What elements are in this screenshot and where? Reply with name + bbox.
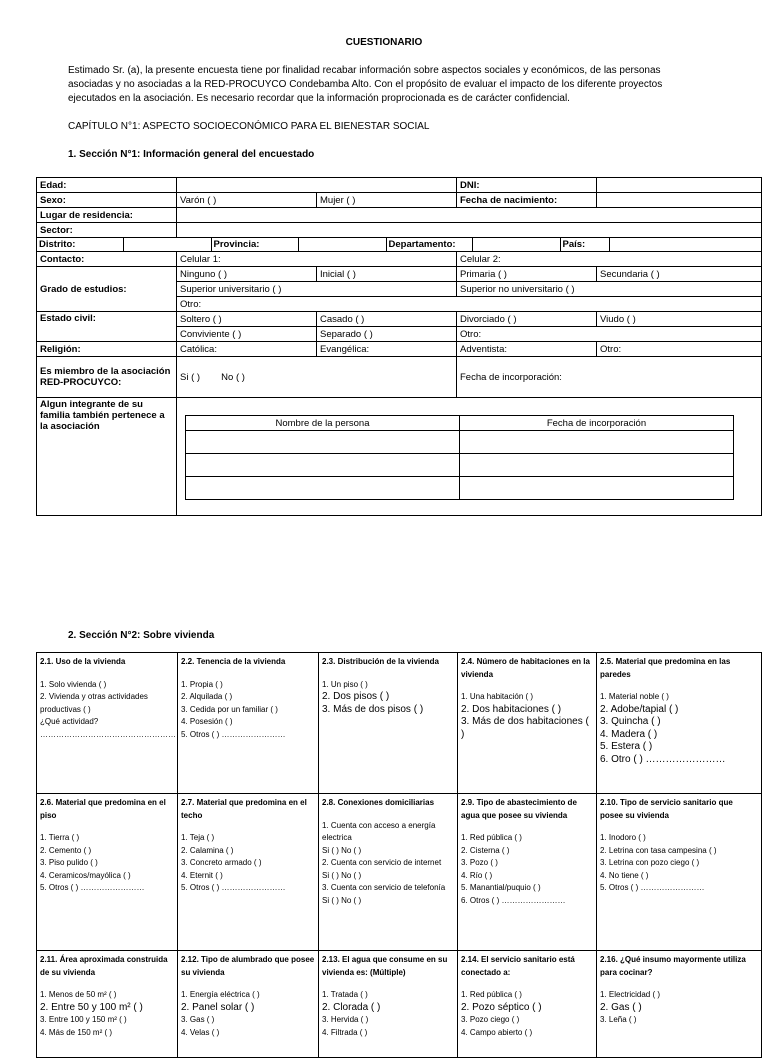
- answer-option[interactable]: 4. Madera ( ): [600, 728, 658, 740]
- family-row: [186, 454, 734, 477]
- row-civil-1: [37, 312, 762, 327]
- label-religion: Religión:: [37, 342, 177, 357]
- row-sexo: [37, 193, 762, 208]
- question-heading: 2.16. ¿Qué insumo mayormente utiliza para cocinar?: [600, 955, 746, 977]
- label-distrito: Distrito:: [37, 238, 123, 251]
- answer-option[interactable]: 1. Tierra ( ): [40, 833, 80, 842]
- answer-option[interactable]: 3. Letrina con pozo ciego ( ): [600, 858, 700, 867]
- answer-option[interactable]: 3. Cuenta con servicio de telefonía: [322, 883, 446, 892]
- option-evangelica[interactable]: Evangélica:: [317, 342, 457, 357]
- field-celular-2[interactable]: Celular 2:: [457, 252, 762, 267]
- answer-option[interactable]: 2. Panel solar ( ): [181, 1001, 255, 1013]
- label-dni: DNI:: [457, 178, 597, 193]
- question-heading: 2.3. Distribución de la vivienda: [322, 657, 439, 666]
- answer-option[interactable]: 2. Gas ( ): [600, 1001, 642, 1013]
- answer-option[interactable]: 2. Vivienda y otras actividades productivas ( ): [40, 692, 148, 714]
- answer-option[interactable]: 2. Dos habitaciones ( ): [461, 703, 562, 715]
- option-superior-universitario[interactable]: Superior universitario ( ): [177, 282, 457, 297]
- option-varon[interactable]: Varón ( ): [177, 193, 317, 208]
- field-civil-otro[interactable]: Otro:: [457, 327, 762, 342]
- option-divorciado[interactable]: Divorciado ( ): [457, 312, 597, 327]
- question-heading: 2.9. Tipo de abastecimiento de agua que posee su vivienda: [461, 798, 577, 820]
- question-cell: [458, 794, 597, 951]
- field-distrito[interactable]: [123, 238, 211, 251]
- family-fecha-3[interactable]: [460, 477, 734, 500]
- field-fecha-incorporacion[interactable]: Fecha de incorporación:: [457, 357, 762, 398]
- answer-option[interactable]: 1. Menos de 50 m² ( ): [40, 990, 117, 999]
- answer-option[interactable]: 2. Cemento ( ): [40, 845, 92, 855]
- option-adventista[interactable]: Adventista:: [457, 342, 597, 357]
- answer-option[interactable]: 2. Dos pisos ( ): [322, 691, 390, 702]
- section-1-wrap: [68, 149, 314, 160]
- label-lugar: Lugar de residencia:: [37, 208, 177, 223]
- answer-option[interactable]: 2. Entre 50 y 100 m² ( ): [40, 1001, 143, 1013]
- vivienda-row: [37, 653, 762, 794]
- answer-option[interactable]: 1. Cuenta con acceso a energía electrica: [322, 820, 436, 842]
- label-miembro: Es miembro de la asociación RED-PROCUYCO:: [37, 357, 177, 398]
- vivienda-table: [36, 652, 762, 1058]
- field-pais[interactable]: [609, 238, 762, 251]
- family-nombre-2[interactable]: [186, 454, 460, 477]
- option-inicial[interactable]: Inicial ( ): [317, 267, 457, 282]
- answer-option[interactable]: 3. Cedida por un familiar ( ): [181, 704, 278, 714]
- field-religion-otro[interactable]: Otro:: [597, 342, 762, 357]
- answer-option[interactable]: 1. Solo vivienda ( ): [40, 679, 107, 689]
- answer-option[interactable]: 3. Piso pulido ( ): [40, 858, 98, 867]
- question-cell: [37, 951, 178, 1058]
- question-cell: [178, 653, 319, 794]
- answer-option[interactable]: 3. Concreto armado ( ): [181, 858, 262, 867]
- answer-option[interactable]: 2. Cuenta con servicio de internet: [322, 858, 442, 867]
- vivienda-row: [37, 794, 762, 951]
- answer-option[interactable]: 1. Tratada ( ): [322, 990, 368, 999]
- option-ninguno[interactable]: Ninguno ( ): [177, 267, 317, 282]
- question-heading: 2.4. Número de habitaciones en la vivienda: [461, 657, 590, 679]
- option-casado[interactable]: Casado ( ): [317, 312, 457, 327]
- question-cell: [458, 653, 597, 794]
- answer-option[interactable]: Si ( ) No ( ): [322, 895, 362, 905]
- label-sector: Sector:: [37, 223, 177, 238]
- answer-option[interactable]: 1. Material noble ( ): [600, 692, 669, 701]
- section-2-wrap: [68, 630, 214, 641]
- answer-option[interactable]: 2. Adobe/tapial ( ): [600, 703, 679, 715]
- answer-option[interactable]: 5. Manantial/puquio ( ): [461, 883, 541, 892]
- family-fecha-1[interactable]: [460, 431, 734, 454]
- field-dni[interactable]: [597, 178, 762, 193]
- row-lugar: [37, 208, 762, 223]
- answer-option[interactable]: 3. Más de dos pisos ( ): [322, 703, 424, 715]
- answer-option[interactable]: 5. Otros ( ) ……………………: [181, 729, 286, 739]
- question-heading: 2.1. Uso de la vivienda: [40, 657, 126, 666]
- answer-option[interactable]: 1. Red pública ( ): [461, 990, 522, 999]
- location-cell: [37, 238, 762, 252]
- option-catolica[interactable]: Católica:: [177, 342, 317, 357]
- document-title: CUESTIONARIO: [345, 37, 423, 48]
- row-miembro: [37, 357, 762, 398]
- row-familia: [37, 398, 762, 516]
- row-sector: [37, 223, 762, 238]
- family-nombre-3[interactable]: [186, 477, 460, 500]
- answer-option[interactable]: 5. Estera ( ): [600, 741, 653, 752]
- option-superior-no-universitario[interactable]: Superior no universitario ( ): [457, 282, 762, 297]
- family-row: [186, 431, 734, 454]
- row-contacto: [37, 252, 762, 267]
- question-heading: 2.11. Área aproximada construida de su vivienda: [40, 955, 168, 977]
- question-heading: 2.10. Tipo de servicio sanitario que posee su vivienda: [600, 798, 733, 820]
- answer-option[interactable]: 5. Otros ( ) ……………………: [40, 883, 145, 892]
- answer-option[interactable]: 1. Un piso ( ): [322, 679, 368, 689]
- section-1-heading: 1. Sección N°1: Información general del encuestado: [68, 149, 315, 160]
- answer-option[interactable]: 1. Propia ( ): [181, 679, 223, 689]
- label-departamento: Departamento:: [386, 238, 472, 251]
- vivienda-row: [37, 951, 762, 1058]
- answer-option[interactable]: 2. Letrina con tasa campesina ( ): [600, 845, 717, 855]
- question-cell: [178, 951, 319, 1058]
- answer-option[interactable]: 1. Una habitación ( ): [461, 692, 534, 701]
- answer-option[interactable]: 6. Otros ( ) ……………………: [461, 895, 566, 905]
- answer-option[interactable]: 4. Filtrada ( ): [322, 1027, 368, 1037]
- answer-option[interactable]: 3. Quincha ( ): [600, 716, 661, 727]
- question-cell: [319, 794, 458, 951]
- answer-option[interactable]: 3. Leña ( ): [600, 1015, 637, 1024]
- answer-option[interactable]: Si ( ) No ( ): [322, 870, 362, 880]
- label-sexo: Sexo:: [37, 193, 177, 208]
- row-grado-1: [37, 267, 762, 282]
- label-provincia: Provincia:: [211, 238, 298, 251]
- intro-paragraph: Estimado Sr. (a), la presente encuesta tiene por finalidad recabar información sobre aspectos sociales y económicos, de las personas asociadas y no asociadas a la RED-PROCUYCO Condebamba Alto. Con el propósito de evaluar el impacto de los diferente proyectos ejecutados en la asociación. Es necesario recordar que la información proprocionada es de carácter confidencial.: [68, 65, 663, 104]
- answer-option[interactable]: 1. Electricidad ( ): [600, 990, 661, 999]
- question-cell: [597, 794, 762, 951]
- field-edad[interactable]: [177, 178, 457, 193]
- question-heading: 2.8. Conexiones domiciliarias: [322, 798, 435, 807]
- answer-option[interactable]: 2. Cisterna ( ): [461, 845, 510, 855]
- answer-option[interactable]: 3. Pozo ( ): [461, 858, 498, 867]
- answer-option[interactable]: 1. Energía eléctrica ( ): [181, 990, 260, 999]
- section-2-heading: 2. Sección N°2: Sobre vivienda: [68, 630, 215, 641]
- question-heading: 2.12. Tipo de alumbrado que posee su vivienda: [181, 955, 315, 977]
- option-mujer[interactable]: Mujer ( ): [317, 193, 457, 208]
- label-grado: Grado de estudios:: [37, 267, 177, 312]
- family-fecha-2[interactable]: [460, 454, 734, 477]
- answer-option[interactable]: 4. Eternit ( ): [181, 870, 223, 880]
- question-cell: [37, 794, 178, 951]
- option-soltero[interactable]: Soltero ( ): [177, 312, 317, 327]
- answer-option[interactable]: 6. Otro ( ) ……………………: [600, 753, 726, 765]
- answer-option[interactable]: ……………………………………………: [40, 729, 176, 739]
- family-col-nombre: Nombre de la persona: [186, 416, 460, 431]
- family-col-fecha: Fecha de incorporación: [460, 416, 734, 431]
- family-row: [186, 477, 734, 500]
- answer-option[interactable]: 3. Hervida ( ): [322, 1015, 369, 1024]
- option-primaria[interactable]: Primaria ( ): [457, 267, 597, 282]
- answer-option[interactable]: 3. Entre 100 y 150 m² ( ): [40, 1015, 127, 1024]
- option-secundaria[interactable]: Secundaria ( ): [597, 267, 762, 282]
- answer-option[interactable]: ¿Qué actividad?: [40, 717, 99, 726]
- question-heading: 2.14. El servicio sanitario está conectado a:: [461, 955, 575, 977]
- question-cell: [458, 951, 597, 1058]
- family-table: [185, 415, 734, 500]
- answer-option[interactable]: 4. No tiene ( ): [600, 870, 649, 880]
- question-heading: 2.2. Tenencia de la vivienda: [181, 657, 286, 666]
- field-celular-1[interactable]: Celular 1:: [177, 252, 457, 267]
- question-cell: [178, 794, 319, 951]
- label-pais: País:: [560, 238, 609, 251]
- field-sector[interactable]: [177, 223, 762, 238]
- question-heading: 2.5. Material que predomina en las paredes: [600, 657, 731, 679]
- field-provincia[interactable]: [298, 238, 386, 251]
- answer-option[interactable]: 5. Otros ( ) ……………………: [600, 883, 705, 892]
- question-cell: [319, 653, 458, 794]
- row-religion: [37, 342, 762, 357]
- answer-option[interactable]: 4. Río ( ): [461, 870, 493, 880]
- label-fecha-nacimiento: Fecha de nacimiento:: [457, 193, 597, 208]
- location-subtable: [37, 238, 762, 251]
- answer-option[interactable]: 1. Teja ( ): [181, 833, 215, 842]
- answer-option[interactable]: 4. Campo abierto ( ): [461, 1027, 533, 1037]
- answer-option[interactable]: 2. Pozo séptico ( ): [461, 1001, 542, 1013]
- answer-option[interactable]: 3. Gas ( ): [181, 1015, 215, 1024]
- field-grado-otro[interactable]: Otro:: [177, 297, 762, 312]
- question-heading: 2.7. Material que predomina en el techo: [181, 798, 307, 820]
- label-edad: Edad:: [37, 178, 177, 193]
- field-lugar[interactable]: [177, 208, 762, 223]
- answer-option[interactable]: 4. Ceramicos/mayólica ( ): [40, 870, 131, 880]
- option-miembro-si-no[interactable]: Si ( ) No ( ): [177, 357, 457, 398]
- label-familia: Algun integrante de su familia también pertenece a la asociación: [37, 398, 177, 516]
- answer-option[interactable]: 4. Velas ( ): [181, 1027, 220, 1037]
- option-conviviente[interactable]: Conviviente ( ): [177, 327, 317, 342]
- general-info-table: [36, 177, 762, 516]
- answer-option[interactable]: 3. Más de dos habitaciones ( ): [461, 716, 589, 740]
- field-fecha-nacimiento[interactable]: [597, 193, 762, 208]
- row-ubicacion: [37, 238, 762, 252]
- answer-option[interactable]: 3. Pozo ciego ( ): [461, 1015, 520, 1024]
- chapter-heading: CAPÍTULO N°1: ASPECTO SOCIOECONÓMICO PARA EL BIENESTAR SOCIAL: [68, 121, 430, 132]
- answer-option[interactable]: 2. Calamina ( ): [181, 845, 234, 855]
- question-cell: [597, 951, 762, 1058]
- question-heading: 2.13. El agua que consume en su vivienda es: (Múltiple): [322, 955, 448, 977]
- family-nombre-1[interactable]: [186, 431, 460, 454]
- question-cell: [37, 653, 178, 794]
- answer-option[interactable]: 2. Clorada ( ): [322, 1001, 381, 1013]
- label-contacto: Contacto:: [37, 252, 177, 267]
- option-separado[interactable]: Separado ( ): [317, 327, 457, 342]
- answer-option[interactable]: 5. Otros ( ) ……………………: [181, 883, 286, 892]
- answer-option[interactable]: 2. Alquilada ( ): [181, 692, 233, 701]
- field-departamento[interactable]: [472, 238, 560, 251]
- option-viudo[interactable]: Viudo ( ): [597, 312, 762, 327]
- answer-option[interactable]: 1. Red pública ( ): [461, 833, 522, 842]
- family-cell: [177, 398, 762, 516]
- row-edad: [37, 178, 762, 193]
- answer-option[interactable]: 4. Posesión ( ): [181, 717, 233, 726]
- answer-option[interactable]: 4. Más de 150 m² ( ): [40, 1027, 113, 1037]
- label-estado-civil: Estado civil:: [37, 312, 177, 342]
- answer-option[interactable]: Si ( ) No ( ): [322, 845, 362, 855]
- question-cell: [597, 653, 762, 794]
- answer-option[interactable]: 1. Inodoro ( ): [600, 833, 646, 842]
- question-heading: 2.6. Material que predomina en el piso: [40, 798, 166, 820]
- question-cell: [319, 951, 458, 1058]
